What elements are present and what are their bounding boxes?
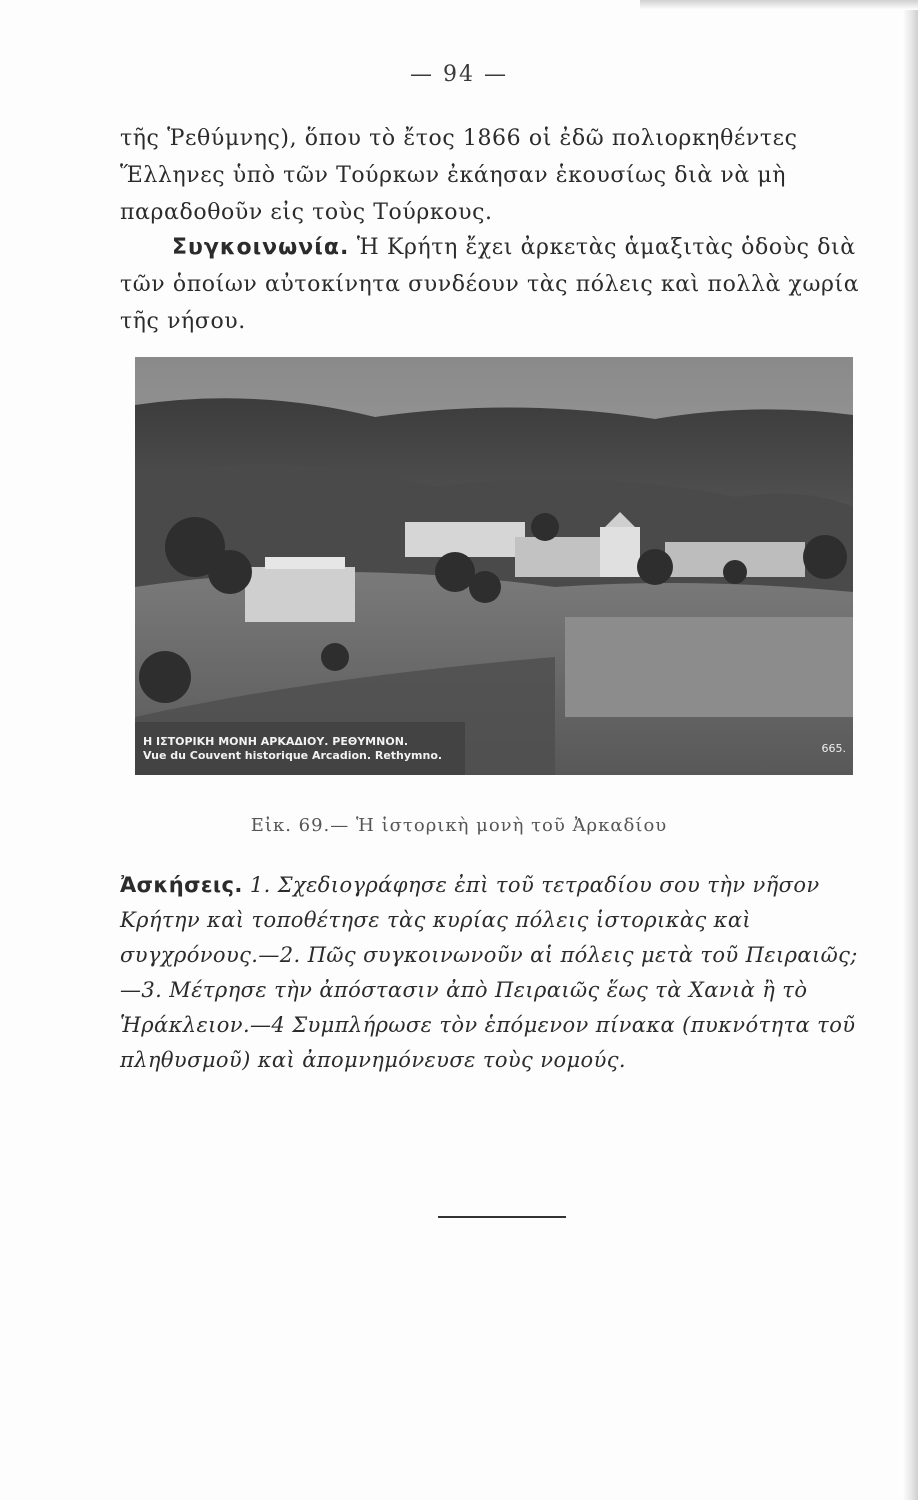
paragraph-text: τῆς Ῥεθύμνης), ὅπου τὸ ἔτος 1866 οἱ ἐδῶ πολιορκηθέντες Ἕλληνες ὑπὸ τῶν Τούρκων ἐκάησαν ἑκουσίως διὰ νὰ μὴ παραδοθοῦν εἰς τοὺς Τούρκους. bbox=[120, 126, 798, 225]
paragraph-communication bbox=[120, 229, 860, 340]
exercises-text: 1. Σχεδιογράφησε ἐπὶ τοῦ τετραδίου σου τὴν νῆσον Κρήτην καὶ τοποθέτησε τὰς κυρίας πόλεις ἱστορικὰς καὶ συγχρόνους.—2. Πῶς συγκοινωνοῦν αἱ πόλεις μετὰ τοῦ Πειραιῶς; —3. Μέτρησε τὴν ἀπόστασιν ἀπὸ Πειραιῶς ἕως τὰ Χανιὰ ἢ τὸ Ἡράκλειον.—4 Συμπλήρωσε τὸν ἑπόμενον πίνακα (πυκνότητα τοῦ πληθυσμοῦ) καὶ ἀπομνημόνευσε τοὺς νομούς. bbox=[120, 873, 858, 1072]
exercises-section bbox=[120, 868, 865, 1078]
paragraph-body bbox=[120, 229, 860, 340]
page-number: — 94 — bbox=[410, 62, 508, 87]
photo-caption-greek: Η ΙΣΤΟΡΙΚΗ ΜΟΝΗ ΑΡΚΑΔΙΟΥ. ΡΕΘΥΜΝΟΝ. bbox=[143, 735, 409, 748]
monastery-photograph bbox=[135, 357, 853, 775]
page-top-shadow bbox=[640, 0, 918, 10]
photo-caption-french: Vue du Couvent historique Arcadion. Rethymno. bbox=[143, 749, 443, 762]
paragraph-arkadi-history bbox=[120, 120, 860, 231]
photograph-drawing bbox=[135, 357, 853, 775]
paragraph-text: Ἡ Κρήτη ἔχει ἀρκετὰς ἁμαξιτὰς ὁδοὺς διὰ τῶν ὁποίων αὐτοκίνητα συνδέουν τὰς πόλεις καὶ πολλὰ χωρία τῆς νήσου. bbox=[120, 235, 860, 334]
figure-caption: Εἰκ. 69.— Ἡ ἱστορικὴ μονὴ τοῦ Ἀρκαδίου bbox=[250, 815, 668, 836]
plateau bbox=[565, 617, 853, 717]
section-heading: Συγκοινωνία. bbox=[172, 235, 350, 260]
page-edge-shadow bbox=[902, 0, 918, 1500]
exercises-label: Ἀσκήσεις. bbox=[120, 873, 243, 897]
end-rule bbox=[438, 1216, 566, 1218]
photo-caption bbox=[143, 735, 442, 763]
photo-number: 665. bbox=[821, 742, 846, 755]
